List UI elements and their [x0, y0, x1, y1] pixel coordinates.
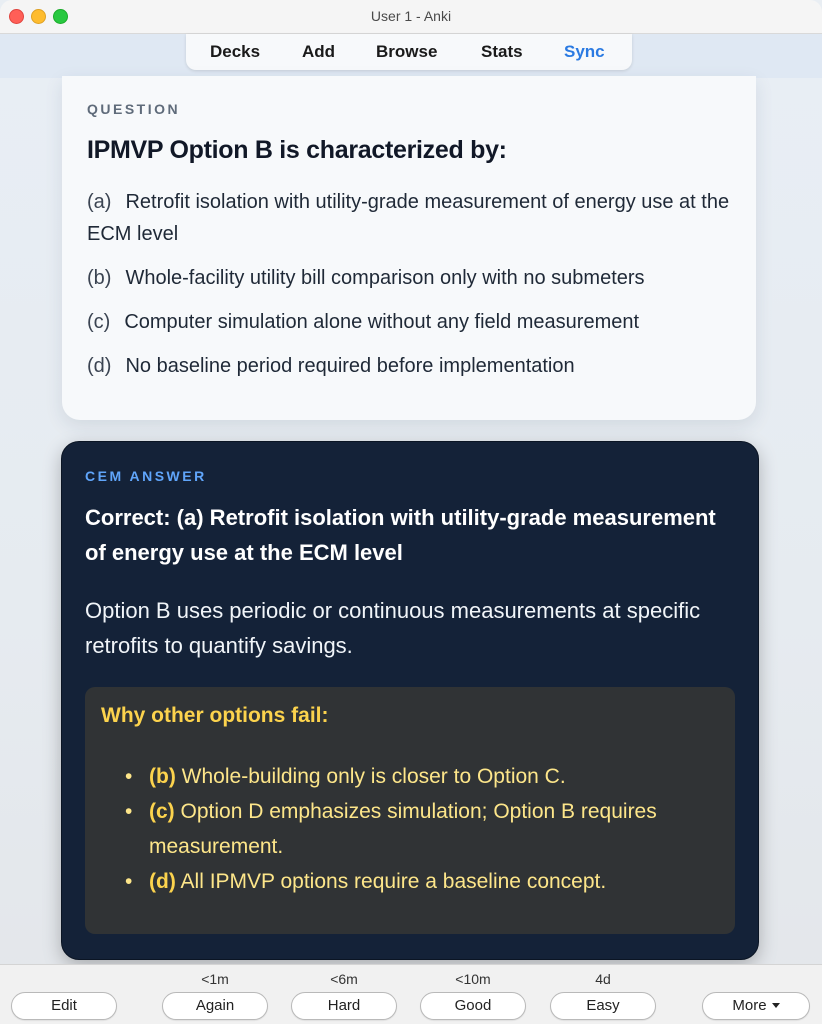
hard-interval: <6m: [330, 971, 358, 987]
reason-text: All IPMVP options require a baseline concept.: [180, 870, 607, 893]
window-title: User 1 - Anki: [370, 8, 452, 24]
title-bar: [0, 0, 822, 34]
again-button[interactable]: Again: [162, 992, 268, 1020]
answer-explanation: Option B uses periodic or continuous measurements at specific retrofits to quantify savings.: [85, 598, 701, 658]
why-other-options-box: [85, 687, 735, 934]
chevron-down-icon: [772, 1003, 780, 1008]
option-letter: (a): [87, 191, 112, 213]
nav-browse[interactable]: Browse: [376, 42, 438, 61]
nav-add[interactable]: Add: [302, 42, 336, 61]
question-option-c: [87, 306, 737, 338]
question-title: IPMVP Option B is characterized by:: [87, 136, 507, 164]
list-item: [125, 864, 705, 899]
question-option-d: [87, 350, 737, 382]
option-tag: (d): [149, 870, 176, 893]
nav-stats[interactable]: Stats: [481, 42, 523, 61]
why-list: [125, 759, 705, 899]
nav-sync[interactable]: Sync: [564, 42, 605, 61]
option-text: No baseline period required before implementation: [125, 355, 575, 377]
edit-button[interactable]: Edit: [11, 992, 117, 1020]
bullet-icon: •: [125, 800, 133, 823]
hard-button[interactable]: Hard: [291, 992, 397, 1020]
option-text: Whole-facility utility bill comparison only with no submeters: [125, 267, 645, 289]
list-item: [125, 794, 705, 864]
list-item: [125, 759, 705, 794]
option-tag: (c): [149, 800, 175, 823]
question-label: QUESTION: [87, 101, 181, 117]
question-option-b: [87, 262, 737, 294]
bullet-icon: •: [125, 870, 133, 893]
option-letter: (b): [87, 267, 112, 289]
good-button[interactable]: Good: [420, 992, 526, 1020]
answer-card: [61, 441, 759, 960]
reason-text: Option D emphasizes simulation; Option B requires measurement.: [149, 800, 657, 858]
more-label: More: [732, 997, 767, 1014]
reason-text: Whole-building only is closer to Option C.: [181, 765, 566, 788]
option-letter: (c): [87, 311, 111, 333]
bullet-icon: •: [125, 765, 133, 788]
question-card: [62, 76, 756, 420]
main-toolbar: [186, 34, 632, 70]
review-bottom-bar: [0, 964, 822, 1024]
correct-answer: Correct: (a) Retrofit isolation with utility-grade measurement of energy use at the ECM level: [85, 505, 716, 565]
answer-label: CEM ANSWER: [85, 468, 207, 484]
option-text: Computer simulation alone without any field measurement: [124, 311, 640, 333]
option-text: Retrofit isolation with utility-grade measurement of energy use at the ECM level: [87, 191, 730, 245]
again-interval: <1m: [201, 971, 229, 987]
easy-interval: 4d: [595, 971, 611, 987]
option-letter: (d): [87, 355, 112, 377]
nav-decks[interactable]: Decks: [210, 42, 261, 61]
question-option-a: [87, 186, 737, 250]
good-interval: <10m: [455, 971, 491, 987]
easy-button[interactable]: Easy: [550, 992, 656, 1020]
more-button[interactable]: [702, 992, 810, 1020]
option-tag: (b): [149, 765, 176, 788]
why-title: Why other options fail:: [101, 704, 329, 727]
